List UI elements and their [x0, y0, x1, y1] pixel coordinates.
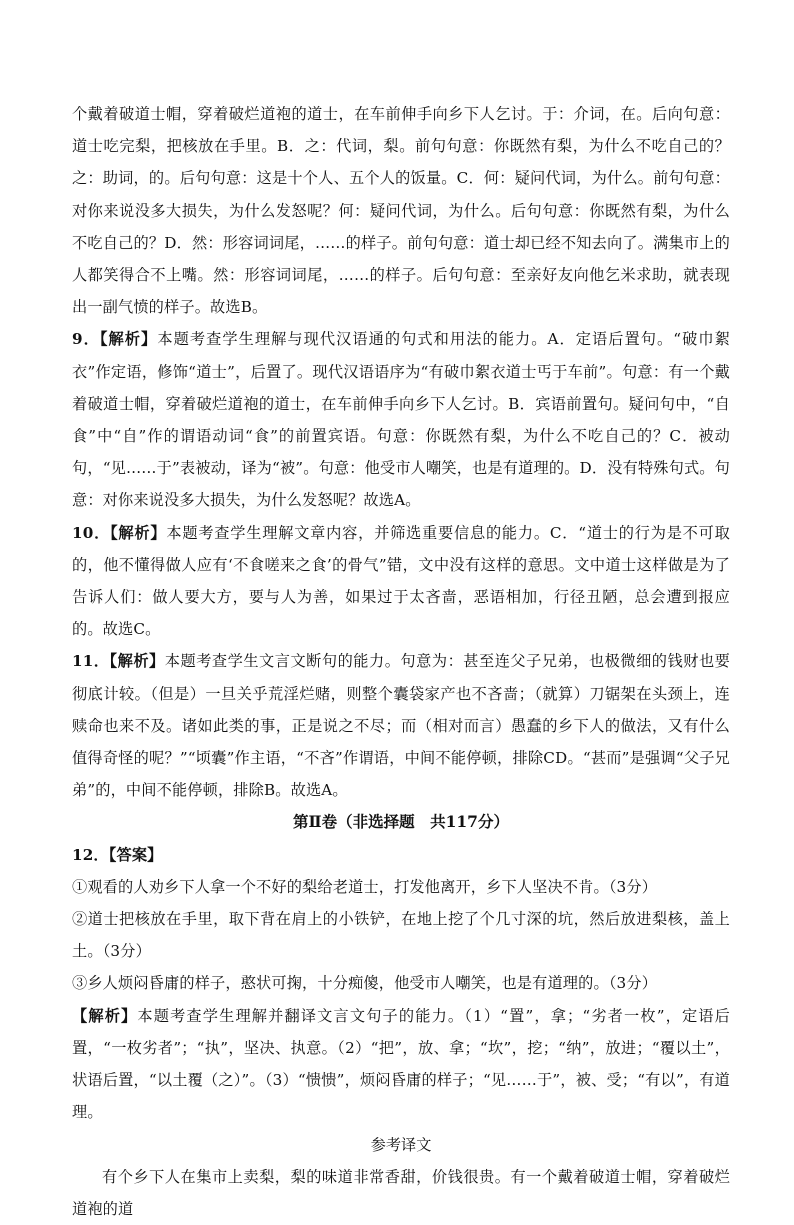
section-title: 第Ⅱ卷（非选择题 共117分） — [293, 812, 509, 832]
reference-translation-title: 参考译文 — [370, 1135, 432, 1154]
paragraph-q10 — [72, 517, 730, 646]
q9-label: 9．【解析】 — [72, 330, 158, 349]
q12-answer-1: ①观看的人劝乡下人拿一个不好的梨给老道士，打发他离开，乡下人坚决不肯。（3分） — [72, 877, 658, 896]
q9-text: 本题考查学生理解与现代汉语通的句式和用法的能力。A．定语后置句。“破巾絮衣”作定语，修饰“道士”，后置了。现代汉语语序为“有破巾絮衣道士丐于车前”。句意：有一个戴着破道士帽，穿着破烂道袍的道士，在车前伸手向乡下人乞讨。B．宾语前置句。疑问句中，“自食”中“自”作的谓语动词“食”的前置宾语。句意：你既然有梨，为什么不吃自己的？C．被动句，“见……于”表被动，译为“被”。句意：他受市人嘲笑，也是有道理的。D．没有特殊句式。句意：对你来说没多大损失，为什么发怒呢？故选A。 — [72, 330, 730, 510]
q10-text: 本题考查学生理解文章内容，并筛选重要信息的能力。C．“道士的行为是不可取的，他不懂得做人应有‘不食嗟来之食’的骨气”错，文中没有这样的意思。文中道士这样做是为了告诉人们：做人要大方，要与人为善，如果过于太吝啬，恶语相加，行径丑陋，总会遭到报应的。故选C。 — [72, 523, 730, 639]
q12-analysis-text: 本题考查学生理解并翻译文言文句子的能力。（1）“置”，拿；“劣者一枚”，定语后置，“一枚劣者”；“执”，坚决、执意。（2）“把”，放、拿；“坎”，挖；“纳”，放进；“覆以土”，状语后置，“以土覆（之）”。（3）“愦愦”，烦闷昏庸的样子；“见……于”，被、受；“有以”，有道理。 — [72, 1006, 730, 1122]
q12-analysis-label: 【解析】 — [72, 1006, 138, 1025]
q12-answer-3: ③乡人烦闷昏庸的样子，憨状可掬，十分痴傻，他受市人嘲笑，也是有道理的。（3分） — [72, 974, 658, 993]
paragraph-q8-continuation: 个戴着破道士帽，穿着破烂道袍的道士，在车前伸手向乡下人乞讨。于：介词，在。后向句意：道士吃完梨，把核放在手里。B．之：代词，梨。前句句意：你既然有梨，为什么不吃自己的？之：助词，的。后句句意：这是十个人、五个人的饭量。C．何：疑问代词，为什么。前句句意：对你来说没多大损失，为什么发怒呢？何：疑问代词，为什么。后句句意：你既然有梨，为什么不吃自己的？D．然：形容词词尾，……的样子。前句句意：道士却已经不知去向了。满集市上的人都笑得合不上嘴。然：形容词词尾，……的样子。后句句意：至亲好友向他乞米求助，就表现出一副气愤的样子。故选B。 — [72, 105, 730, 317]
q11-label: 11．【解析】 — [72, 652, 165, 671]
paragraph-q11 — [72, 645, 730, 806]
q12-answer-label: 12．【答案】 — [72, 845, 163, 864]
q12-answer-2: ②道士把核放在手里，取下背在肩上的小铁铲，在地上挖了个几寸深的坑，然后放进梨核，盖上土。（3分） — [72, 910, 730, 961]
reference-translation-text: 有个乡下人在集市上卖梨，梨的味道非常香甜，价钱很贵。有一个戴着破道士帽，穿着破烂道袍的道 — [72, 1167, 730, 1218]
document-page — [72, 98, 730, 1225]
paragraph-q9 — [72, 323, 730, 516]
q10-label: 10．【解析】 — [72, 523, 167, 542]
paragraph-q12-analysis — [72, 1000, 730, 1129]
q11-text: 本题考查学生文言文断句的能力。句意为：甚至连父子兄弟，也极微细的钱财也要彻底计较。（但是）一旦关乎荒淫烂赌，则整个囊袋家产也不吝啬；（就算）刀锯架在头颈上，连赎命也来不及。诸如此类的事，正是说之不尽；而（相对而言）愚蠢的乡下人的做法，又有什么值得奇怪的呢？”“顷囊”作主语，“不吝”作谓语，中间不能停顿，排除CD。“甚而”是强调“父子兄弟”的，中间不能停顿，排除B。故选A。 — [72, 652, 730, 800]
